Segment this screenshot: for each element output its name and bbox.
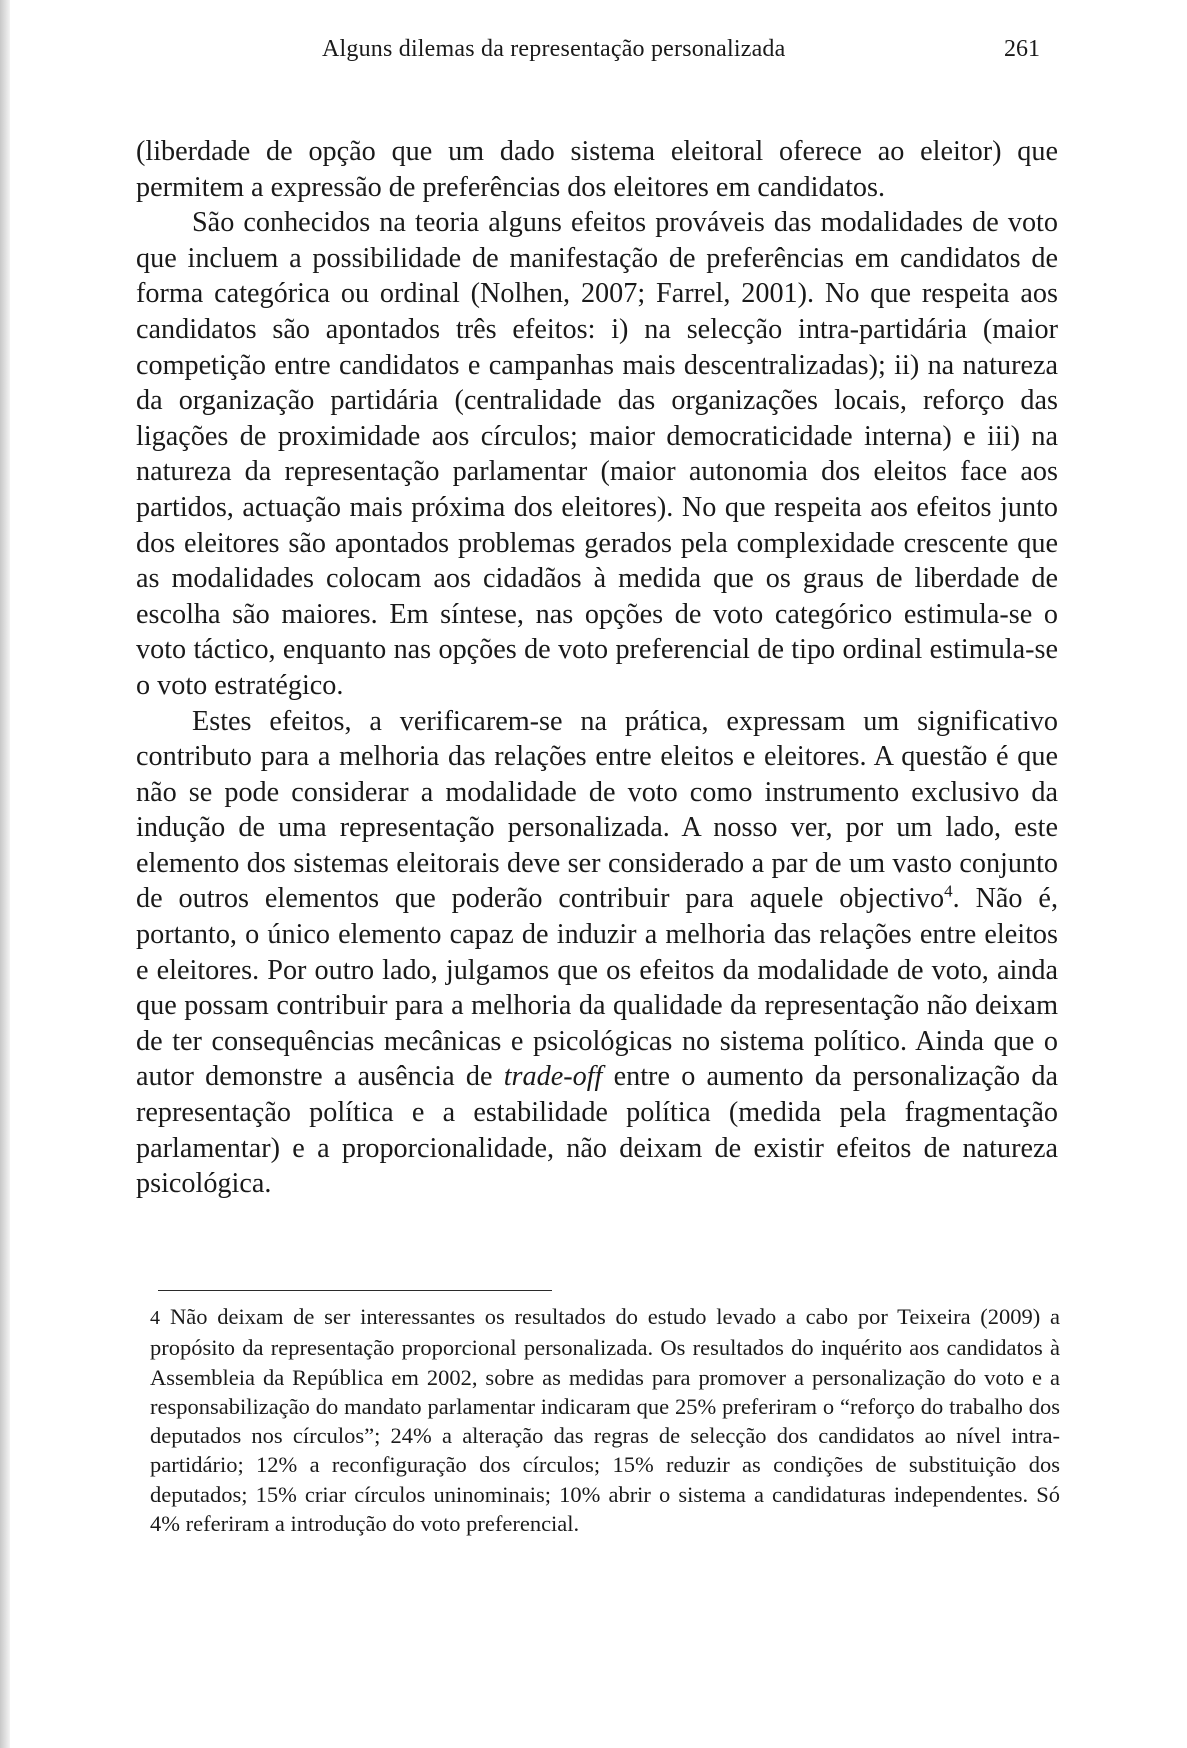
paragraph-3 (136, 704, 1058, 1202)
main-text (136, 134, 1058, 1202)
footnote-marker: 4 (150, 1307, 160, 1329)
page-number: 261 (1004, 36, 1040, 62)
footnote-reference: 4 (944, 882, 953, 902)
paragraph-3-part-a: Estes efeitos, a verificarem-se na prática, expressam um significativo contributo para a melhoria das relações entre eleitos e eleitores. A questão é que não se pode considerar a modalidade de voto como instrumento exclusivo da indução de uma representação personalizada. A nosso ver, por um lado, este elemento dos sistemas eleitorais deve ser considerado a par de um vasto conjunto de outros elementos que poderão contribuir para aquele objectivo (136, 705, 1058, 915)
footnote-text: Não deixam de ser interessantes os resultados do estudo levado a cabo por Teixeira (2009) a propósito da representação proporcional personalizada. Os resultados do inquérito aos candidatos à Assembleia da República em 2002, sobre as medidas para promover a personalização do voto e a responsabilização do mandato parlamentar indicaram que 25% preferiram o “reforço do trabalho dos deputados nos círculos”; 24% a alteração das regras de selecção dos candidatos ao nível intra-partidário; 12% a reconfiguração dos círculos; 15% reduzir as condições de substituição dos deputados; 15% criar círculos uninominais; 10% abrir o sistema a candidaturas independentes. Só 4% referiram a introdução do voto preferencial. (150, 1304, 1060, 1537)
footnote (150, 1302, 1060, 1538)
italic-term: trade-off (503, 1061, 603, 1093)
footnote-paragraph (150, 1302, 1060, 1538)
page-edge-shadow (0, 0, 10, 1748)
paragraph-2: São conhecidos na teoria alguns efeitos prováveis das modalidades de voto que incluem a possibilidade de manifestação de preferências em candidatos de forma categórica ou ordinal (Nolhen, 2007; Farrel, 2001). No que respeita aos candidatos são apontados três efeitos: i) na selecção intra-partidária (maior competição entre candidatos e campanhas mais descentralizadas); ii) na natureza da organização partidária (centralidade das organizações locais, reforço das ligações de proximidade aos círculos; maior democraticidade interna) e iii) na natureza da representação parlamentar (maior autonomia dos eleitos face aos partidos, actuação mais próxima dos eleitores). No que respeita aos efeitos junto dos eleitores são apontados problemas gerados pela complexidade crescente que as modalidades colocam aos cidadãos à medida que os graus de liberdade de escolha são maiores. Em síntese, nas opções de voto categórico estimula-se o voto táctico, enquanto nas opções de voto preferencial de tipo ordinal estimula-se o voto estratégico. (136, 207, 1058, 701)
running-header-title: Alguns dilemas da representação personalizada (322, 36, 786, 62)
paragraph-3-part-b: . Não é, portanto, o único elemento capaz de induzir a melhoria das relações entre eleitos e eleitores. Por outro lado, julgamos que os efeitos da modalidade de voto, ainda que possam contribuir para a melhoria da qualidade da representação não deixam de ter consequências mecânicas e psicológicas no sistema político. Ainda que o autor demonstre a ausência de (136, 883, 1058, 1093)
footnote-separator (158, 1290, 552, 1291)
paragraph-3-part-c: entre o aumento da personalização da representação política e a estabilidade política (medida pela fragmentação parlamentar) e a proporcionalidade, não deixam de existir efeitos de natureza psicológica. (136, 1061, 1059, 1200)
paragraph-1: (liberdade de opção que um dado sistema eleitoral oferece ao eleitor) que permitem a expressão de preferências dos eleitores em candidatos. (136, 136, 1058, 203)
